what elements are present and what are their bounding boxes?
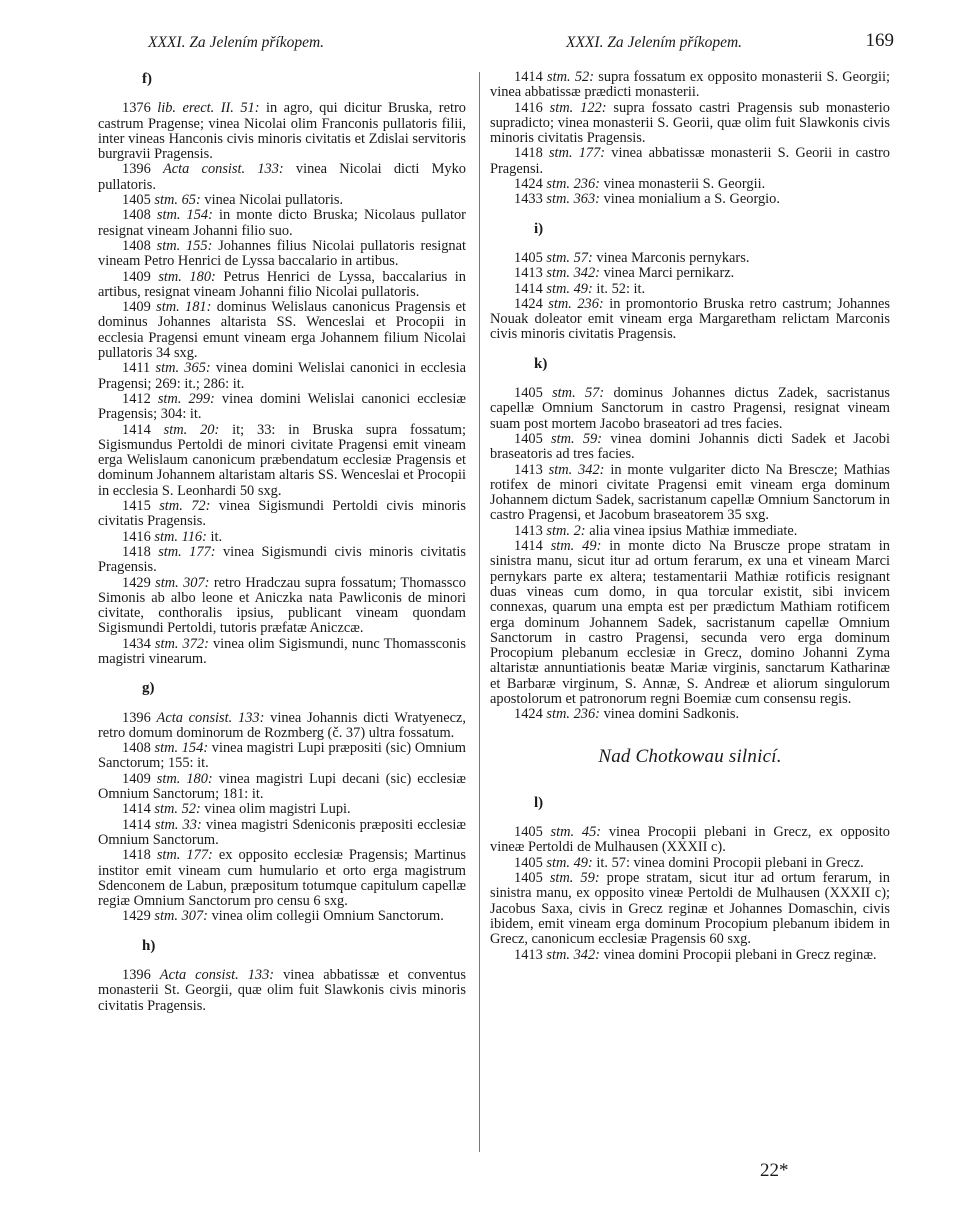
entry-text: vinea Marci pernikarz. — [603, 265, 735, 282]
entry-source: stm. 180: — [158, 268, 216, 285]
record-entry — [98, 300, 466, 361]
section-gap — [98, 667, 466, 681]
record-entry — [98, 909, 466, 924]
entry-source: stm. 236: — [548, 295, 604, 312]
record-entry — [490, 825, 890, 856]
record-entry — [490, 524, 890, 539]
record-entry — [490, 707, 890, 722]
entry-text: it. 57: vinea domini Procopii plebani in Grecz. — [596, 854, 864, 871]
entry-text: vinea monasterii S. Georgii. — [603, 176, 766, 193]
entry-source: stm. 181: — [156, 299, 212, 316]
left-column — [98, 70, 466, 1014]
record-entry — [490, 948, 890, 963]
entry-source: lib. erect. II. 51: — [157, 100, 260, 117]
record-entry — [490, 432, 890, 463]
header-left-title: XXXI. Za Jelením příkopem. — [148, 34, 325, 51]
entry-text: Johannes filius Nicolai pullatoris resignat vineam Petro Henrici de Lyssa baccalario in artibus. — [98, 237, 466, 270]
entry-text: it. — [210, 528, 223, 545]
signature-mark: 22* — [760, 1160, 789, 1181]
entry-source: stm. 365: — [155, 360, 211, 377]
entry-source: stm. 236: — [546, 176, 600, 193]
entry-source: stm. 307: — [155, 574, 210, 591]
record-entry — [490, 297, 890, 343]
record-entry — [98, 772, 466, 803]
entry-source: stm. 180: — [156, 770, 213, 787]
entry-text: vinea magistri Lupi decani (sic) ecclesiæ Omnium Sanctorum; 181: it. — [98, 770, 466, 803]
entry-text: vinea Nicolai dicti Myko pullatoris. — [98, 161, 466, 193]
entry-text: vinea domini Welislai canonici ecclesiæ Pragensis; 304: it. — [98, 390, 466, 423]
entry-year: 1414 — [122, 816, 151, 833]
entry-year: 1414 — [514, 538, 543, 555]
entry-year: 1405 — [122, 192, 151, 209]
section-label: i) — [534, 220, 544, 237]
section-gap — [98, 925, 466, 939]
entry-source: stm. 154: — [156, 207, 213, 224]
page-number: 169 — [865, 30, 894, 51]
entry-text: vinea Johannis dicti Wratyenecz, retro domum dominorum de Rozmberg (č. 37) ultra fossatum. — [98, 709, 466, 741]
entry-text: vinea abbatissæ monasterii S. Georii in castro Pragensi. — [490, 145, 891, 177]
record-entry — [98, 423, 466, 499]
entry-source: stm. 57: — [546, 249, 593, 266]
record-entry — [98, 802, 466, 817]
entry-year: 1434 — [122, 635, 151, 652]
record-entry — [98, 545, 466, 576]
entry-year: 1409 — [122, 770, 151, 787]
record-entry — [490, 146, 890, 177]
header-right-title: XXXI. Za Jelením příkopem. — [566, 34, 743, 51]
entry-text: vinea magistri Sdeniconis præpositi ecclesiæ Omnium Sanctorum. — [98, 816, 466, 848]
entry-source: stm. 342: — [548, 461, 605, 478]
entry-text: vinea monialium a S. Georgio. — [603, 191, 780, 208]
entry-year: 1413 — [514, 265, 543, 282]
entry-year: 1405 — [514, 824, 543, 841]
entry-year: 1414 — [122, 421, 151, 438]
entry-year: 1405 — [514, 249, 543, 266]
record-entry — [98, 239, 466, 270]
entry-text: retro Hradczau supra fossatum; Thomassco Simonis ab albo leone et Aniczka nata Pawliconis de minori civitate, conthoralis ipsius, publicant vineam quondam Sigismundi Pertoldi, tutoris præfatæ Aniczcæ. — [98, 574, 466, 637]
entry-source: stm. 177: — [158, 543, 216, 560]
entry-source: Acta consist. 133: — [159, 967, 275, 984]
entry-year: 1405 — [514, 430, 543, 447]
record-entry — [98, 576, 466, 637]
record-entry — [98, 392, 466, 423]
entry-source: stm. 154: — [154, 740, 209, 757]
entry-year: 1424 — [514, 295, 543, 312]
entry-text: vinea Sigismundi civis minoris civitatis Pragensis. — [98, 543, 466, 576]
section-label: f) — [142, 71, 152, 87]
entry-text: it; 33: in Bruska supra fossatum; Sigismundus Pertoldi de minori civitate Pragensi emit vineam erga Welislaum canonicum præbendatum ecclesiæ Pragensis et dominum Johannem altaristam altaris SS. Wenceslai et Procopii in ecclesia S. Leonhardi 50 sxg. — [98, 421, 466, 499]
right-column — [490, 70, 890, 963]
entry-text: supra fossatum ex opposito monasterii S. Georgii; vinea abbatissæ prædicti monasterii. — [490, 69, 890, 101]
entry-year: 1413 — [514, 946, 543, 963]
record-entry — [98, 968, 466, 1014]
entry-source: stm. 342: — [546, 946, 600, 963]
record-entry — [98, 848, 466, 909]
entry-text: vinea olim collegii Omnium Sanctorum. — [211, 908, 444, 925]
section-label: g) — [142, 680, 155, 697]
entry-text: vinea Nicolai pullatoris. — [204, 192, 344, 209]
record-entry — [490, 177, 890, 192]
record-entry — [490, 282, 890, 297]
record-entry — [490, 70, 890, 101]
entry-text: vinea abbatissæ et conventus monasterii St. Georgii, quæ olim fuit Slawkonis civis minoris civitatis Pragensis. — [98, 967, 466, 1014]
entry-year: 1414 — [514, 280, 543, 297]
entry-text: Petrus Henrici de Lyssa, baccalarius in artibus, resignat vineam Johanni filio Nicolai pullatoris. — [98, 268, 466, 300]
entry-year: 1408 — [122, 740, 151, 757]
entry-year: 1416 — [514, 99, 543, 116]
entry-text: vinea Procopii plebani in Grecz, ex opposito vineæ Pertoldi de Mulhausen (XXXII c). — [490, 824, 890, 856]
entry-text: dominus Johannes dictus Zadek, sacristanus capellæ Omnium Sanctorum in castro Pragensi, resignat vineam suam post mortem Jacobo braseatori ad tres facies. — [490, 385, 890, 432]
record-entry — [98, 637, 466, 668]
entry-source: stm. 59: — [549, 870, 600, 887]
entry-text: in monte dicto Bruska; Nicolaus pullator resignat vineam Johanni filio suo. — [98, 207, 466, 239]
section-label: h) — [142, 937, 156, 954]
entry-source: Acta consist. 133: — [162, 161, 284, 178]
section-label: k) — [534, 355, 548, 372]
entry-source: stm. 307: — [154, 908, 208, 925]
entry-source: stm. 65: — [154, 192, 201, 209]
entry-year: 1405 — [514, 854, 543, 871]
record-entry — [490, 266, 890, 281]
entry-text: in agro, qui dicitur Bruska, retro castrum Pragense; vinea Nicolai olim Franconis pullatoris filii, inter vineas Hanconis civis minoris civitatis et Zdislai servitoris burgravii Pragensis. — [98, 100, 466, 163]
entry-year: 1414 — [122, 801, 151, 818]
entry-source: stm. 2: — [546, 522, 586, 539]
entry-text: vinea domini Welislai canonici in ecclesia Pragensi; 269: it.; 286: it. — [98, 360, 466, 392]
record-entry — [490, 386, 890, 432]
record-entry — [98, 193, 466, 208]
record-entry — [490, 101, 890, 147]
entry-source: stm. 33: — [154, 816, 202, 833]
entry-source: stm. 177: — [156, 847, 213, 864]
section-label: l) — [534, 794, 544, 811]
entry-text: vinea magistri Lupi præpositi (sic) Omnium Sanctorum; 155: it. — [98, 740, 466, 772]
entry-year: 1405 — [514, 870, 543, 887]
entry-year: 1409 — [122, 299, 151, 316]
entry-source: stm. 45: — [550, 824, 602, 841]
entry-source: stm. 72: — [159, 498, 211, 515]
record-entry — [490, 539, 890, 707]
record-entry — [490, 856, 890, 871]
entry-source: stm. 57: — [552, 385, 605, 402]
entry-source: stm. 49: — [546, 280, 593, 297]
entry-year: 1405 — [514, 385, 543, 402]
record-entry — [98, 101, 466, 162]
record-entry — [490, 192, 890, 207]
entry-text: dominus Welislaus canonicus Pragensis et dominus Johannes altarista SS. Wenceslai et Procopii in ecclesia Pragensi emunt vineam erga Johannem filium Nicolai pullatoris 34 sxg. — [98, 299, 466, 362]
record-entry — [490, 463, 890, 524]
entry-source: stm. 20: — [163, 421, 220, 438]
entry-year: 1413 — [514, 522, 543, 539]
entry-year: 1418 — [122, 543, 151, 560]
entry-text: vinea Marconis pernykars. — [596, 249, 750, 266]
entry-source: stm. 52: — [547, 69, 595, 85]
entry-source: stm. 372: — [154, 635, 209, 652]
entry-source: stm. 122: — [549, 99, 607, 116]
entry-text: in monte dicto Na Bruscze prope stratam in sinistra manu, sicut itur ad ortum ferarum, ex una et vineam Marci pernykars parte ex altera; testamentarii Mathiæ rotificis resignant duas vineas cum domo, in qua torcular existit, sibi invicem connexas, quarum una empta est per prædictum Mathiam rotificem erga dominum Johannem Sadek, sacristanum capellæ Omnium Sanctorum in castro Pragensi, secunda vero erga dominum Procopium plebanum ecclesiæ in Grecz, domino Johanni Zyma altaristæ annuntiationis beatæ Mariæ virginis, sanctarum Katharinæ et Barbaræ virginum, S. Annæ, S. Andreæ et aliorum singulorum apostolorum et patronorum regni Boemiæ cum consensu regis. — [490, 538, 890, 707]
entry-source: stm. 177: — [548, 145, 606, 162]
entry-year: 1429 — [122, 908, 151, 925]
entry-year: 1396 — [122, 967, 151, 984]
entry-text: vinea Sigismundi Pertoldi civis minoris civitatis Pragensis. — [98, 498, 466, 530]
entry-year: 1408 — [122, 237, 151, 254]
entry-text: in monte vulgariter dicto Na Brescze; Mathias rotifex de minori civitate Pragensi emit vineam erga dominum Johannem dictum Sadek, sacristanum capellæ Omnium Sanctorum in castro Pragensi, et Jacobum braseatorem 35 sxg. — [490, 461, 890, 524]
entry-year: 1415 — [122, 498, 151, 515]
entry-source: stm. 342: — [546, 265, 600, 282]
entry-source: stm. 363: — [546, 191, 600, 208]
entry-year: 1416 — [122, 528, 151, 545]
entry-year: 1376 — [122, 100, 151, 117]
record-entry — [98, 208, 466, 239]
record-entry — [98, 741, 466, 772]
entry-text: supra fossato castri Pragensis sub monasterio supradicto; vinea monasterii S. Georii, quæ olim fuit Slawkonis civis minoris civitatis Pragensis. — [490, 99, 890, 147]
entry-year: 1414 — [514, 69, 543, 85]
record-entry — [490, 251, 890, 266]
entry-year: 1411 — [122, 360, 151, 377]
section-gap — [490, 782, 890, 796]
record-entry — [98, 818, 466, 849]
entry-year: 1412 — [122, 390, 151, 407]
entry-text: alia vinea ipsius Mathiæ immediate. — [589, 522, 798, 539]
entry-text: vinea domini Sadkonis. — [603, 706, 740, 723]
record-entry — [98, 270, 466, 301]
record-entry — [98, 530, 466, 545]
record-entry — [98, 499, 466, 530]
entry-text: vinea domini Johannis dicti Sadek et Jacobi braseatoris ad tres facies. — [490, 430, 890, 463]
section-gap — [490, 343, 890, 357]
entry-year: 1424 — [514, 176, 543, 193]
entry-year: 1413 — [514, 461, 543, 478]
entry-text: vinea domini Procopii plebani in Grecz reginæ. — [603, 946, 877, 963]
section-gap — [490, 208, 890, 222]
running-header — [98, 30, 898, 54]
entry-text: vinea olim Sigismundi, nunc Thomassconis magistri vinearum. — [98, 635, 466, 667]
entry-text: prope stratam, sicut itur ad ortum ferarum, in sinistra manu, ex opposito vineæ Pertoldi de Mulhausen (XXXII c); Jacobus Saxa, civis in Grecz reginæ et Johannes Domaschin, civis ibidem, emit vineam erga dominum Procopium plebanum ibidem in Grecz, canonicum ecclesiæ Pragensis 60 sxg. — [490, 870, 890, 948]
subsection-heading: Nad Chotkowau silnicí. — [598, 745, 782, 767]
entry-year: 1424 — [514, 706, 543, 723]
entry-source: stm. 299: — [157, 390, 215, 407]
entry-text: ex opposito ecclesiæ Pragensis; Martinus institor emit vineam cum humulario et orto erga magistrum Sdenconem de Labun, præpositum totumque capitulum capellæ regiæ Omnium Sanctorum pro censu 6 sxg. — [98, 847, 466, 910]
entry-text: in promontorio Bruska retro castrum; Johannes Nouak doleator emit vineam erga Margaretham relictam Marconis civis minoris civitatis Pragensis. — [490, 295, 890, 343]
entry-source: stm. 52: — [154, 801, 201, 818]
column-divider — [479, 72, 480, 1152]
entry-year: 1396 — [122, 709, 151, 726]
entry-source: stm. 236: — [546, 706, 600, 723]
entry-year: 1418 — [514, 145, 543, 162]
entry-year: 1409 — [122, 268, 151, 285]
entry-text: vinea olim magistri Lupi. — [204, 801, 351, 818]
entry-text: it. 52: it. — [596, 280, 646, 297]
entry-source: stm. 116: — [154, 528, 207, 545]
entry-source: stm. 59: — [551, 430, 603, 447]
entry-source: Acta consist. 133: — [156, 709, 265, 726]
entry-year: 1396 — [122, 161, 151, 178]
entry-source: stm. 49: — [550, 538, 602, 555]
record-entry — [490, 871, 890, 947]
entry-year: 1418 — [122, 847, 151, 864]
entry-year: 1433 — [514, 191, 543, 208]
entry-source: stm. 49: — [546, 854, 593, 871]
entry-year: 1408 — [122, 207, 151, 224]
entry-source: stm. 155: — [156, 237, 213, 254]
record-entry — [98, 361, 466, 392]
record-entry — [98, 711, 466, 742]
record-entry — [98, 162, 466, 193]
entry-year: 1429 — [122, 574, 151, 591]
